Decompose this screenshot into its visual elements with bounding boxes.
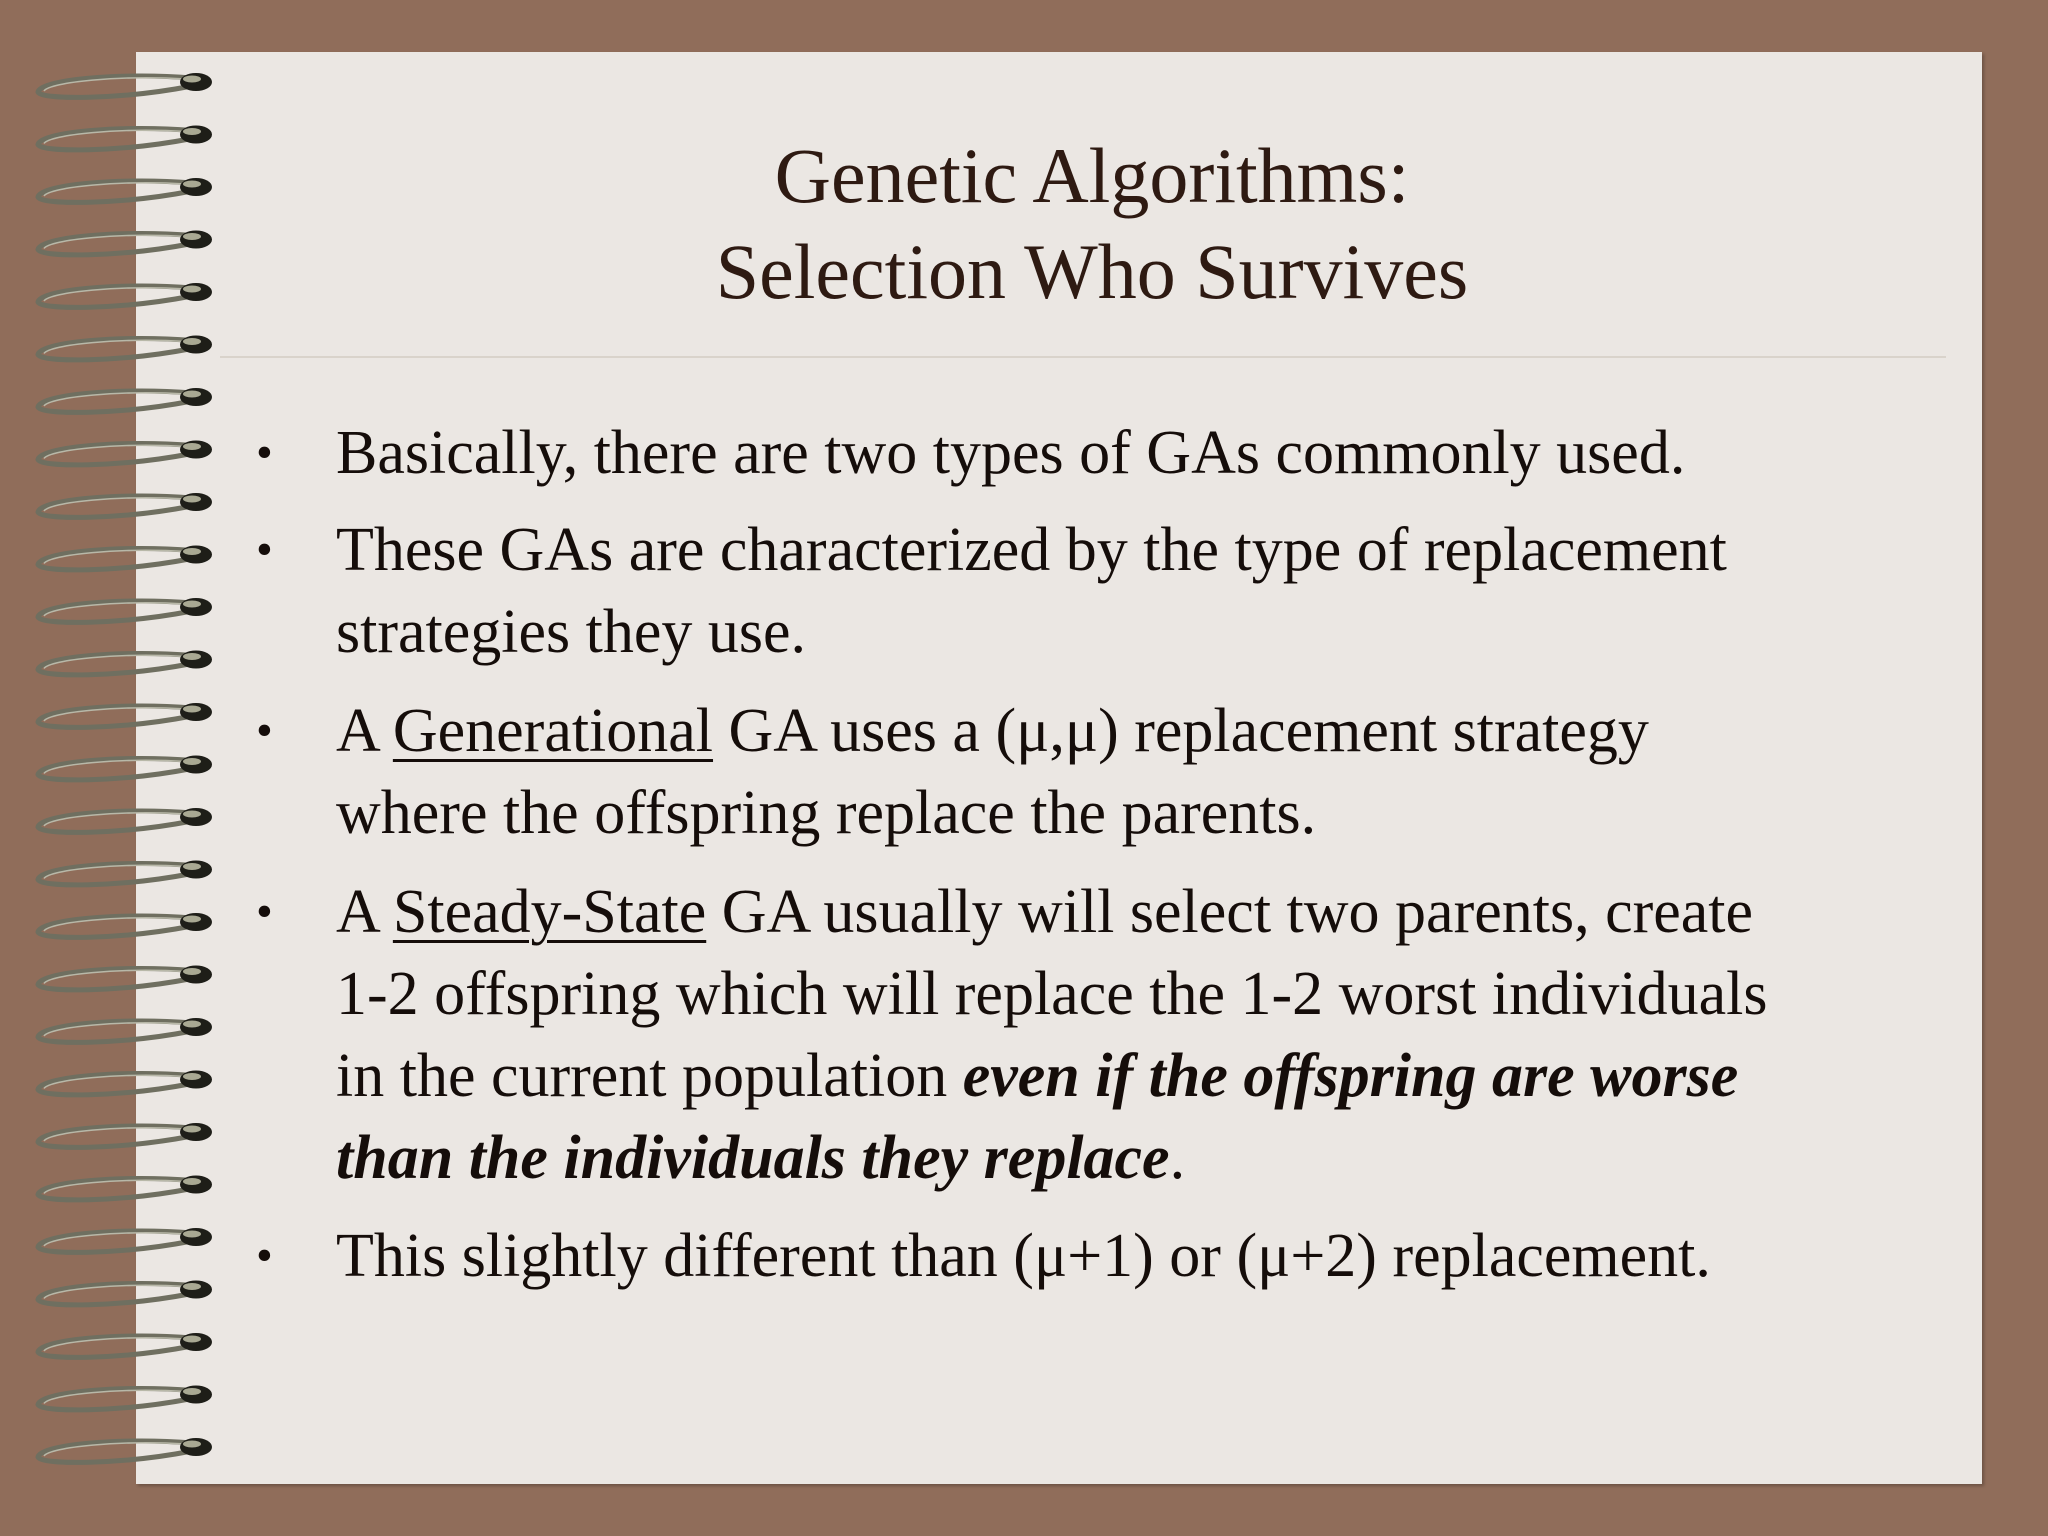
bullet-text: Basically, there are two types of GAs commonly used.	[336, 419, 1686, 487]
bullet-text-line-1	[336, 871, 1976, 953]
bullet-item-5	[256, 1215, 1976, 1297]
bullet-dot: •	[256, 885, 273, 938]
bullet-plain-text: in the current population	[336, 1042, 963, 1110]
bullet-dot: •	[256, 523, 273, 576]
bullet-item-4	[256, 871, 1976, 1199]
bullet-text-line-1: These GAs are characterized by the type of replacement	[336, 516, 1727, 584]
emphasis-text: than the individuals they replace	[336, 1124, 1170, 1192]
bullet-dot: •	[256, 426, 273, 479]
emphasis-text: even if the offspring are worse	[962, 1042, 1739, 1110]
term-steady-state: Steady-State	[392, 878, 707, 946]
bullet-text-line-2: strategies they use.	[336, 598, 807, 666]
bullet-item-1	[256, 412, 1976, 494]
term-generational: Generational	[392, 697, 714, 765]
bullet-suffix: GA usually will select two parents, create	[706, 878, 1754, 946]
title-line-2: Selection Who Survives	[715, 228, 1469, 315]
bullet-text-line-1	[336, 690, 1976, 772]
bullet-text: This slightly different than (μ+1) or (μ+2) replacement.	[336, 1222, 1711, 1290]
bullet-prefix: A	[336, 878, 393, 946]
bullet-dot: •	[256, 1229, 273, 1282]
bullet-text-line-2: 1-2 offspring which will replace the 1-2 worst individuals	[336, 960, 1768, 1028]
bullet-prefix: A	[336, 697, 393, 765]
bullet-period: .	[1169, 1124, 1186, 1192]
bullet-text-line-4	[336, 1117, 1976, 1199]
bullet-item-2	[256, 509, 1976, 673]
bullet-text-line-2: where the offspring replace the parents.	[336, 779, 1317, 847]
bullet-dot: •	[256, 704, 273, 757]
title-line-1: Genetic Algorithms:	[774, 132, 1410, 219]
bullet-suffix: GA uses a (μ,μ) replacement strategy	[713, 697, 1649, 765]
bullet-text-line-3	[336, 1035, 1976, 1117]
bullet-item-3	[256, 690, 1976, 854]
